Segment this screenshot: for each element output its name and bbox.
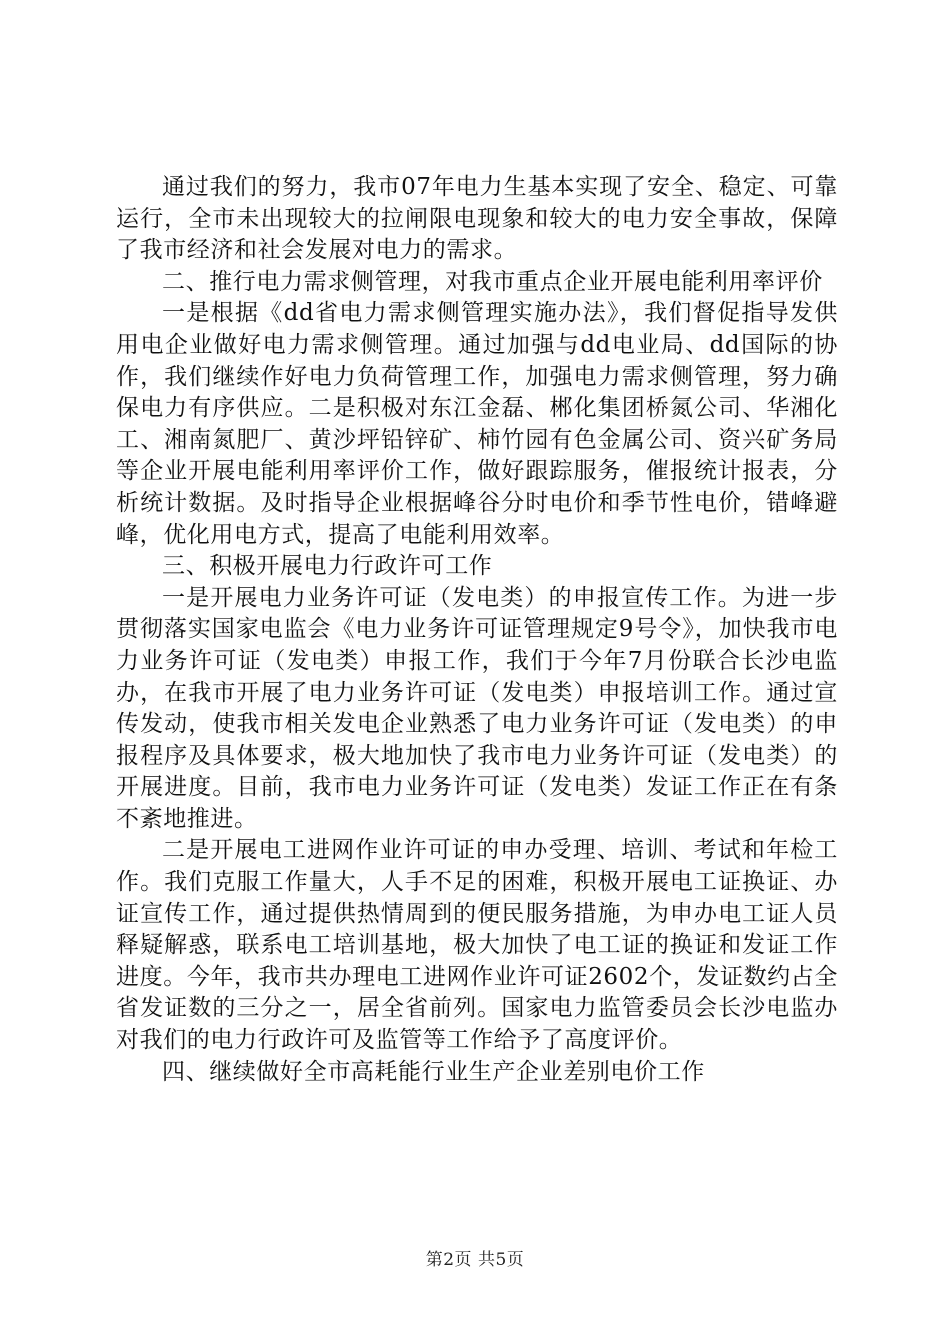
document-body [116, 172, 838, 1088]
section-heading-licensing: 三、积极开展电力行政许可工作 [162, 553, 493, 580]
page-number: 第2页 共5页 [425, 1250, 525, 1270]
section-heading-differential-pricing: 四、继续做好全市高耗能行业生产企业差别电价工作 [162, 1058, 705, 1085]
paragraph-safety-summary: 通过我们的努力，我市07年电力生基本实现了安全、稳定、可靠运行，全市未出现较大的拉闸限电现象和较大的电力安全事故，保障了我市经济和社会发展对电力的需求。 [116, 174, 838, 264]
paragraph-electrician-license: 二是开展电工进网作业许可证的申办受理、培训、考试和年检工作。我们克服工作量大，人手不足的困难，积极开展电工证换证、办证宣传工作，通过提供热情周到的便民服务措施，为申办电工证人员释疑解惑，联系电工培训基地，极大加快了电工证的换证和发证工作进度。今年，我市共办理电工进网作业许可证2602个，发证数约占全省发证数的三分之一，居全省前列。国家电力监管委员会长沙电监办对我们的电力行政许可及监管等工作给予了高度评价。 [116, 837, 838, 1054]
page-footer [0, 1245, 950, 1270]
paragraph-demand-side-management: 一是根据《dd省电力需求侧管理实施办法》，我们督促指导发供用电企业做好电力需求侧管理。通过加强与dd电业局、dd国际的协作，我们继续作好电力负荷管理工作，加强电力需求侧管理，努力确保电力有序供应。二是积极对东江金磊、郴化集团桥氮公司、华湘化工、湘南氮肥厂、黄沙坪铅锌矿、柿竹园有色金属公司、资兴矿务局等企业开展电能利用率评价工作，做好跟踪服务，催报统计报表，分析统计数据。及时指导企业根据峰谷分时电价和季节性电价，错峰避峰，优化用电方式，提高了电能利用效率。 [116, 300, 838, 548]
paragraph-business-license: 一是开展电力业务许可证（发电类）的申报宣传工作。为进一步贯彻落实国家电监会《电力业务许可证管理规定9号令》，加快我市电力业务许可证（发电类）申报工作，我们于今年7月份联合长沙电监办，在我市开展了电力业务许可证（发电类）申报培训工作。通过宣传发动，使我市相关发电企业熟悉了电力业务许可证（发电类）的申报程序及具体要求，极大地加快了我市电力业务许可证（发电类）的开展进度。目前，我市电力业务许可证（发电类）发证工作正在有条不紊地推进。 [116, 584, 838, 832]
section-heading-demand-side: 二、推行电力需求侧管理，对我市重点企业开展电能利用率评价 [162, 268, 823, 295]
